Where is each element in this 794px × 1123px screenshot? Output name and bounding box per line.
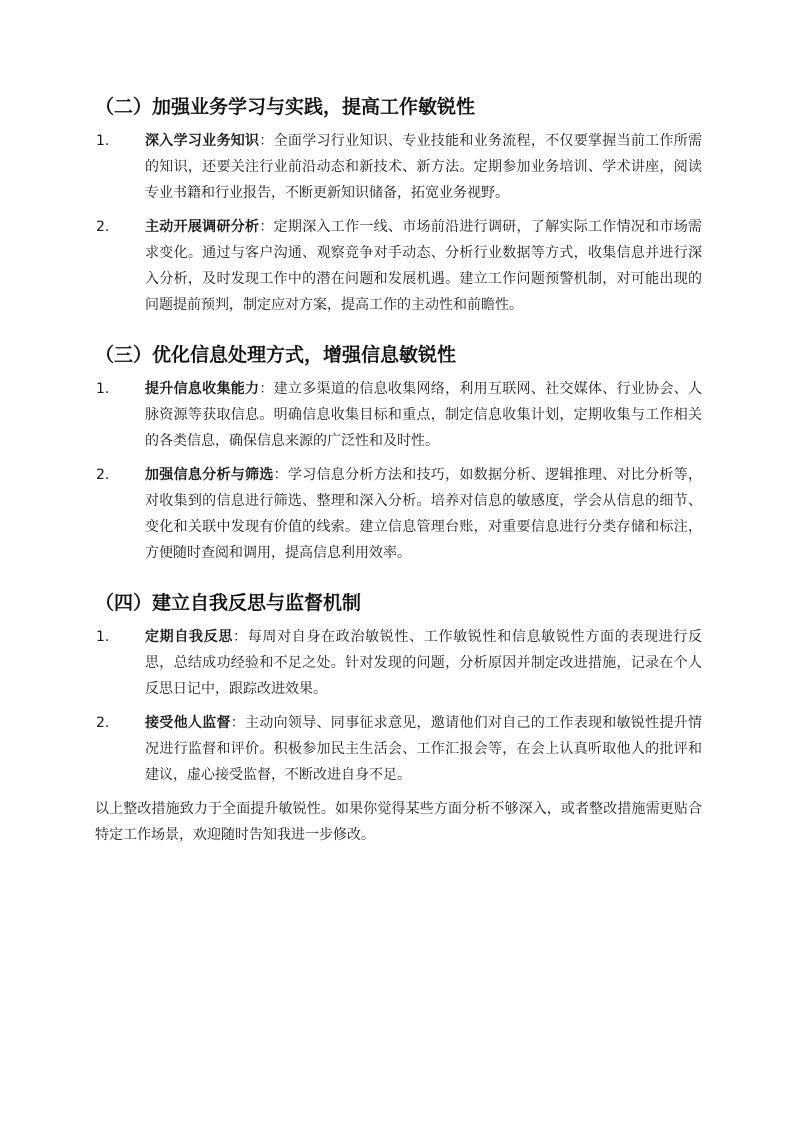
- item-title: 提升信息收集能力: [145, 381, 260, 397]
- list-item: [96, 710, 702, 788]
- item-colon: ：: [230, 715, 246, 731]
- section-spacer: [96, 326, 702, 340]
- item-number: 2.: [96, 715, 110, 731]
- item-colon: ：: [273, 467, 288, 483]
- list-item: [96, 376, 702, 454]
- item-colon: ：: [259, 219, 274, 235]
- item-title: 接受他人监督: [145, 715, 231, 731]
- item-colon: ：: [233, 629, 248, 645]
- item-number: 1.: [96, 381, 110, 397]
- item-text: 每周对自身在政治敏锐性、工作敏锐性和信息敏锐性方面的表现进行反思，总结成功经验和不足之处。针对发现的问题，分析原因并制定改进措施，记录在个人反思日记中，跟踪改进效果。: [145, 629, 703, 697]
- closing-paragraph: 以上整改措施致力于全面提升敏锐性。如果你觉得某些方面分析不够深入，或者整改措施需更贴合特定工作场景，欢迎随时告知我进一步修改。: [95, 801, 702, 843]
- item-text: 主动向领导、同事征求意见，邀请他们对自己的工作表现和敏锐性提升情况进行监督和评价。积极参加民主生活会、工作汇报会等，在会上认真听取他人的批评和建议，虚心接受监督，不断改进自身不足。: [145, 715, 703, 783]
- list-item: [96, 462, 702, 566]
- item-colon: ：: [259, 133, 274, 149]
- item-colon: ：: [259, 381, 274, 397]
- item-text: 全面学习行业知识、专业技能和业务流程，不仅要掌握当前工作所需的知识，还要关注行业前沿动态和新技术、新方法。定期参加业务培训、学术讲座，阅读专业书籍和行业报告，不断更新知识储备，拓宽业务视野。: [145, 133, 703, 201]
- item-text: 定期深入工作一线、市场前沿进行调研，了解实际工作情况和市场需求变化。通过与客户沟通、观察竞争对手动态、分析行业数据等方式，收集信息并进行深入分析，及时发现工作中的潜在问题和发展机遇。建立工作问题预警机制，对可能出现的问题提前预判，制定应对方案，提高工作的主动性和前瞻性。: [145, 219, 703, 313]
- list-item: [96, 128, 702, 206]
- item-number: 2.: [96, 467, 110, 483]
- item-text: 建立多渠道的信息收集网络，利用互联网、社交媒体、行业协会、人脉资源等获取信息。明确信息收集目标和重点，制定信息收集计划，定期收集与工作相关的各类信息，确保信息来源的广泛性和及时性。: [145, 381, 703, 449]
- section-information-processing: [96, 340, 702, 566]
- item-title: 定期自我反思: [145, 629, 234, 645]
- measure-list: [96, 624, 702, 788]
- section-self-reflection: [96, 588, 702, 788]
- section-heading: （四）建立自我反思与监督机制: [95, 592, 362, 614]
- list-item: [96, 214, 702, 318]
- item-number: 1.: [96, 133, 110, 149]
- item-number: 2.: [96, 219, 110, 235]
- document-page: [96, 92, 702, 848]
- section-heading: （三）优化信息处理方式，增强信息敏锐性: [95, 344, 457, 366]
- item-number: 1.: [96, 629, 110, 645]
- list-item: [96, 624, 702, 702]
- item-title: 深入学习业务知识: [145, 133, 260, 149]
- measure-list: [96, 376, 702, 566]
- item-title: 主动开展调研分析: [145, 219, 260, 235]
- section-spacer: [96, 574, 702, 588]
- item-title: 加强信息分析与筛选: [145, 467, 274, 483]
- section-business-learning: [96, 92, 702, 318]
- section-heading: （二）加强业务学习与实践，提高工作敏锐性: [95, 96, 476, 118]
- measure-list: [96, 128, 702, 318]
- item-text: 学习信息分析方法和技巧，如数据分析、逻辑推理、对比分析等，对收集到的信息进行筛选、整理和深入分析。培养对信息的敏感度，学会从信息的细节、变化和关联中发现有价值的线索。建立信息管理台账，对重要信息进行分类存储和标注，方便随时查阅和调用，提高信息利用效率。: [145, 467, 703, 561]
